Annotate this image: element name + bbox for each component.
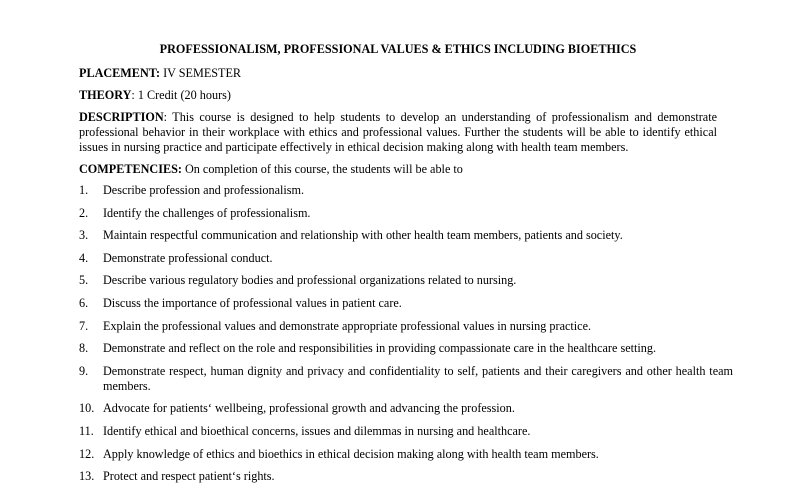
- list-item: [79, 251, 717, 266]
- list-item-text: Demonstrate professional conduct.: [103, 250, 273, 265]
- list-item: [79, 183, 717, 198]
- list-item: [79, 206, 717, 221]
- list-item-number: 5.: [79, 273, 89, 288]
- list-item-number: 2.: [79, 205, 89, 220]
- list-item: [79, 319, 717, 334]
- list-item-number: 6.: [79, 295, 89, 310]
- list-item-number: 1.: [79, 183, 89, 197]
- list-item-text: Demonstrate respect, human dignity and privacy and confidentiality to self, patients and their caregivers and other health team members.: [103, 363, 733, 393]
- list-item-number: 7.: [79, 318, 89, 333]
- list-item: [79, 424, 717, 439]
- competencies-list: [79, 183, 733, 492]
- list-item-text: Describe various regulatory bodies and professional organizations related to nursing.: [103, 273, 517, 288]
- list-item-text: Identify the challenges of professionalism.: [103, 205, 311, 220]
- theory-line: [79, 88, 231, 103]
- list-item-text: Maintain respectful communication and relationship with other health team members, patients and society.: [103, 228, 623, 243]
- competencies-intro: On completion of this course, the students will be able to: [181, 162, 463, 176]
- list-item-number: 4.: [79, 250, 89, 265]
- list-item: [79, 296, 717, 311]
- list-item-text: Protect and respect patient‘s rights.: [103, 469, 275, 484]
- list-item-number: 13.: [79, 469, 95, 484]
- list-item: [79, 341, 717, 356]
- list-item-number: 12.: [79, 446, 95, 461]
- list-item-text: Apply knowledge of ethics and bioethics in ethical decision making along with health team members.: [103, 446, 599, 461]
- document-title: PROFESSIONALISM, PROFESSIONAL VALUES & ETHICS INCLUDING BIOETHICS: [159, 42, 637, 56]
- list-item-text: Explain the professional values and demonstrate appropriate professional values in nursing practice.: [103, 318, 592, 333]
- placement-label: PLACEMENT:: [79, 66, 161, 80]
- list-item-text: Identify ethical and bioethical concerns, issues and dilemmas in nursing and healthcare.: [103, 423, 531, 438]
- list-item: [79, 401, 717, 416]
- list-item: [79, 469, 717, 484]
- list-item: [79, 273, 717, 288]
- theory-value: : 1 Credit (20 hours): [131, 88, 231, 102]
- competencies-line: [79, 162, 463, 177]
- list-item-number: 10.: [79, 401, 95, 416]
- theory-label: THEORY: [79, 88, 132, 102]
- placement-value: IV SEMESTER: [160, 66, 242, 80]
- list-item-text: Advocate for patients‘ wellbeing, professional growth and advancing the profession.: [103, 401, 515, 416]
- placement-line: [79, 66, 241, 81]
- list-item-text: Discuss the importance of professional values in patient care.: [103, 295, 402, 310]
- list-item-number: 11.: [79, 423, 94, 438]
- competencies-label: COMPETENCIES:: [79, 162, 182, 176]
- list-item: [79, 363, 733, 394]
- list-item: [79, 447, 717, 462]
- list-item-text: Describe profession and professionalism.: [103, 183, 305, 197]
- list-item: [79, 228, 717, 243]
- list-item-number: 3.: [79, 228, 89, 243]
- description-label: DESCRIPTION: [79, 110, 164, 124]
- list-item-number: 9.: [79, 363, 89, 378]
- list-item-number: 8.: [79, 341, 89, 356]
- list-item-text: Demonstrate and reflect on the role and responsibilities in providing compassionate care in the healthcare setting.: [103, 341, 656, 356]
- description-text: : This course is designed to help students to develop an understanding of professionalism and demonstrate professional behavior in their workplace with ethics and professional values. Further the students will be able to identify ethical issues in nursing practice and participate effectively in ethical decision making along with health team members.: [79, 110, 717, 154]
- description-paragraph: [79, 110, 717, 155]
